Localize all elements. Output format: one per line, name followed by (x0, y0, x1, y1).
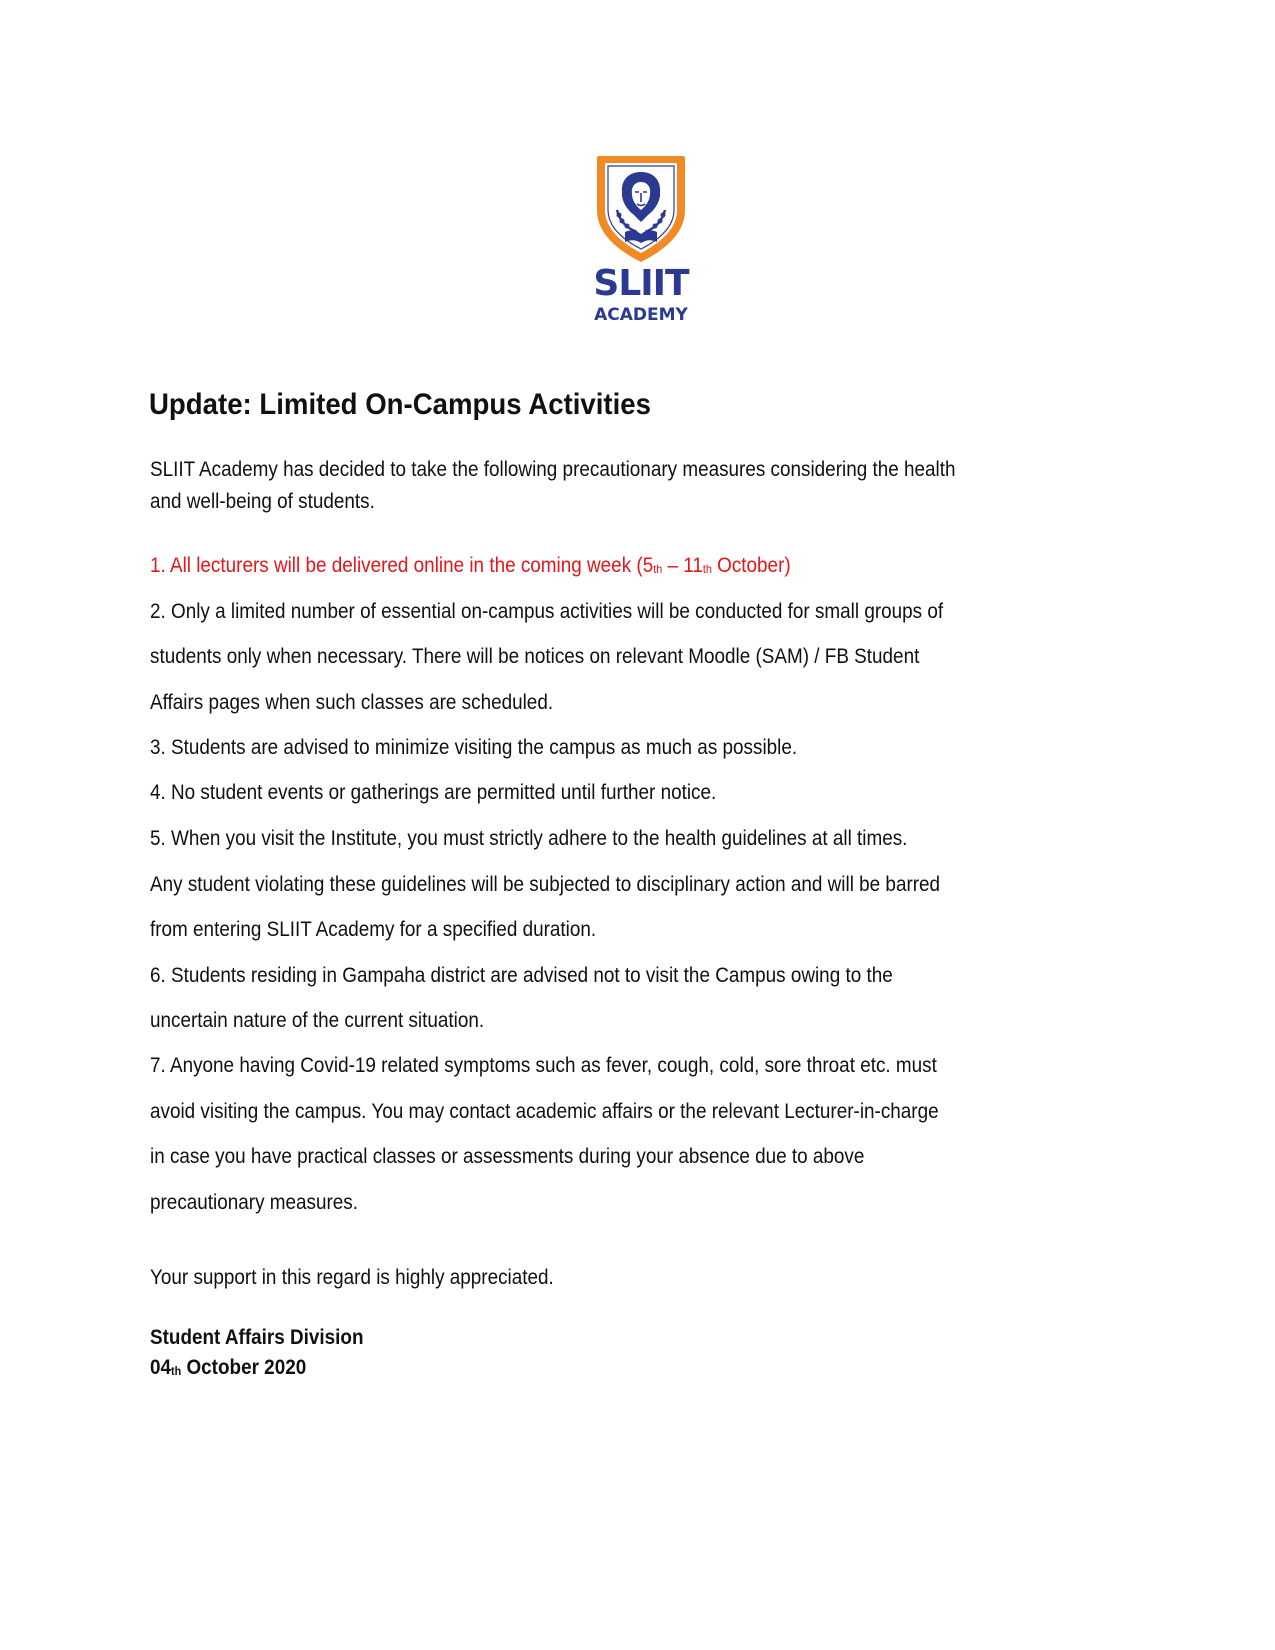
item-text: – 11 (662, 554, 703, 577)
list-item-line: avoid visiting the campus. You may contact academic affairs or the relevant Lecturer-in-charge (150, 1100, 939, 1123)
signature-division: Student Affairs Division (150, 1326, 364, 1349)
date-day: 04 (150, 1356, 172, 1379)
brand-subtitle: ACADEMY (594, 305, 688, 325)
list-item-line: 6. Students residing in Gampaha district are advised not to visit the Campus owing to the (150, 964, 893, 987)
ordinal-suffix: th (171, 1364, 182, 1378)
list-item-line: students only when necessary. There will be notices on relevant Moodle (SAM) / FB Student (150, 645, 920, 668)
item-text: October) (711, 554, 791, 577)
list-item-line: Affairs pages when such classes are scheduled. (150, 691, 554, 714)
list-item-line: 7. Anyone having Covid-19 related symptoms such as fever, cough, cold, sore throat etc. must (150, 1054, 937, 1077)
intro-line: and well-being of students. (150, 490, 375, 513)
ordinal-suffix: th (653, 562, 663, 576)
list-item-highlighted (150, 553, 791, 581)
list-item-line: uncertain nature of the current situation. (150, 1009, 485, 1032)
list-item-line: 5. When you visit the Institute, you must strictly adhere to the health guidelines at all times. (150, 827, 908, 850)
list-item-line: precautionary measures. (150, 1191, 359, 1214)
intro-line: SLIIT Academy has decided to take the following precautionary measures considering the health (150, 458, 956, 481)
lion-shield-icon (585, 152, 697, 264)
ordinal-suffix: th (702, 562, 712, 576)
list-item-line: from entering SLIIT Academy for a specified duration. (150, 918, 597, 941)
list-item-line: 2. Only a limited number of essential on-campus activities will be conducted for small groups of (150, 600, 944, 623)
date-rest: October 2020 (181, 1356, 307, 1379)
list-item-line: 3. Students are advised to minimize visiting the campus as much as possible. (150, 736, 798, 759)
sliit-academy-logo (585, 152, 697, 334)
list-item-line: in case you have practical classes or assessments during your absence due to above (150, 1145, 865, 1168)
list-item-line: 4. No student events or gatherings are permitted until further notice. (150, 781, 717, 804)
page-title: Update: Limited On-Campus Activities (149, 388, 651, 421)
closing-text: Your support in this regard is highly appreciated. (150, 1266, 554, 1289)
brand-name: SLIIT (593, 263, 689, 304)
item-text: 1. All lecturers will be delivered online in the coming week (5 (150, 554, 654, 577)
signature-date (150, 1355, 306, 1383)
list-item-line: Any student violating these guidelines will be subjected to disciplinary action and will be barred (150, 873, 941, 896)
